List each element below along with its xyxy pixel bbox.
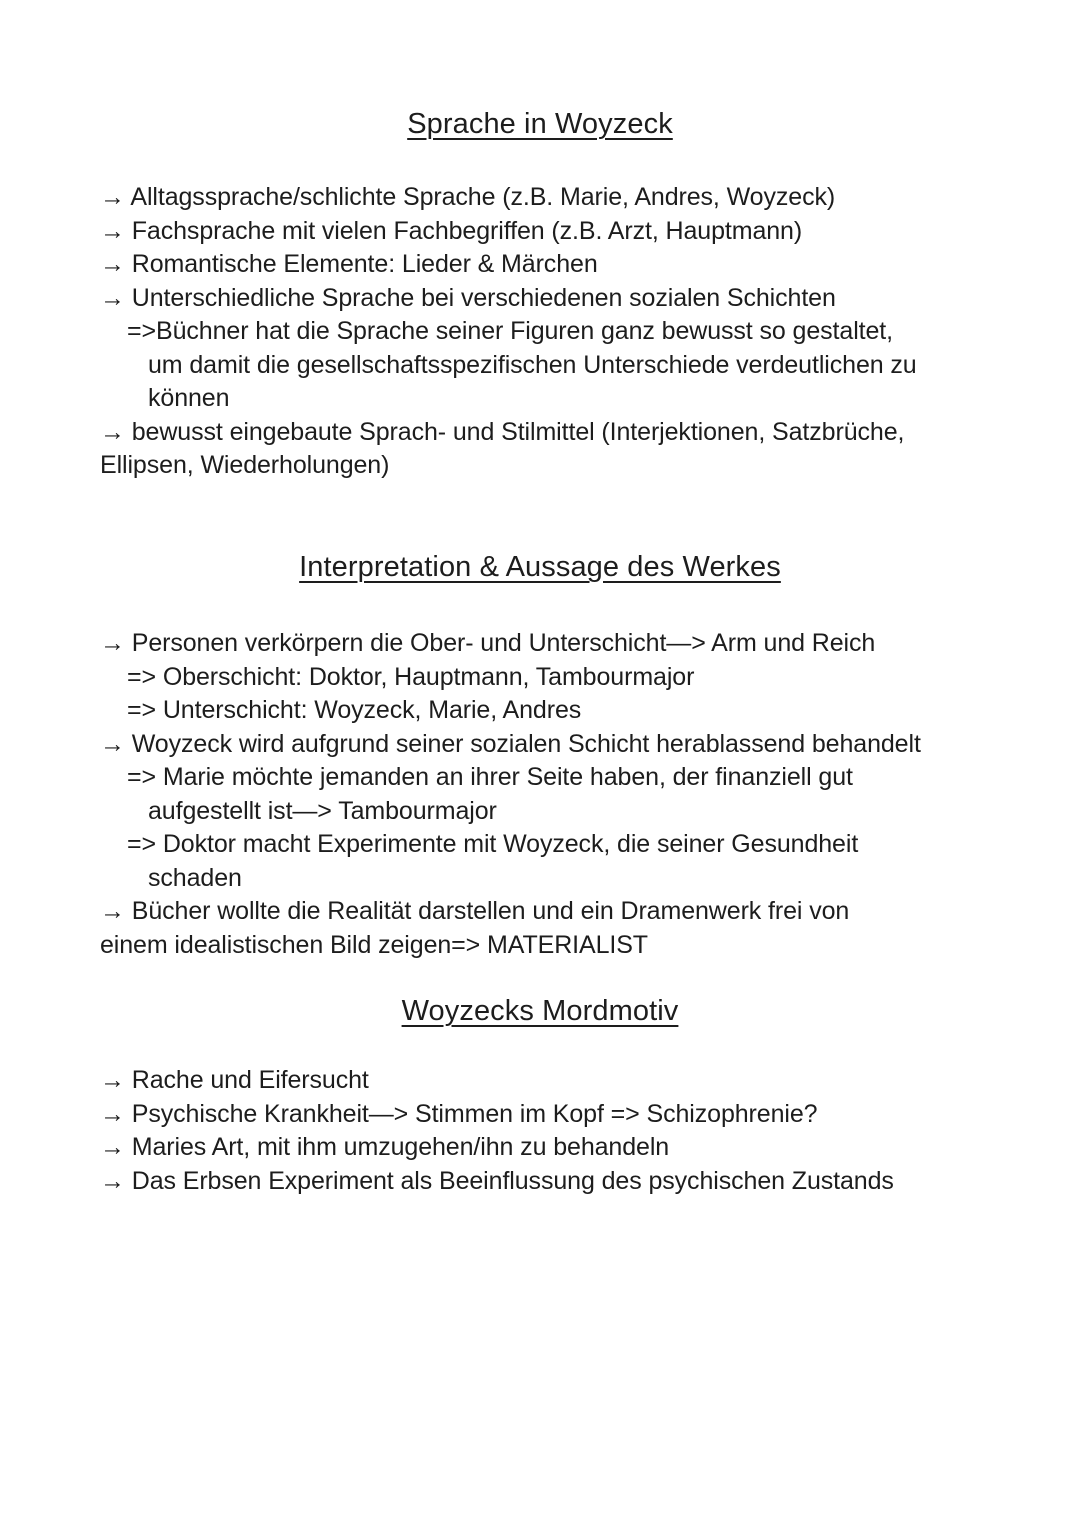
note-line: => Unterschicht: Woyzeck, Marie, Andres	[127, 696, 582, 724]
note-line: schaden	[148, 863, 242, 892]
note-line: =>Büchner hat die Sprache seiner Figuren ganz bewusst so gestaltet,	[127, 317, 893, 345]
note-line: → Romantische Elemente: Lieder & Märchen	[100, 250, 598, 278]
note-line: → Woyzeck wird aufgrund seiner sozialen Schicht herablassend behandelt	[100, 729, 921, 758]
section-heading-interpretation	[0, 547, 1080, 587]
section-list-mordmotiv	[100, 1064, 1030, 1198]
note-line: => Oberschicht: Doktor, Hauptmann, Tambourmajor	[127, 662, 695, 691]
note-line: → Rache und Eifersucht	[100, 1066, 369, 1094]
section-heading-mordmotiv	[0, 991, 1080, 1031]
note-line: => Marie möchte jemanden an ihrer Seite haben, der finanziell gut	[127, 763, 853, 791]
section-list-interpretation	[100, 627, 1030, 962]
note-line: können	[148, 384, 230, 412]
note-line: → bewusst eingebaute Sprach- und Stilmittel (Interjektionen, Satzbrüche,	[100, 417, 905, 446]
note-line: um damit die gesellschaftsspezifischen Unterschiede verdeutlichen zu	[148, 350, 917, 379]
note-line: einem idealistischen Bild zeigen=> MATERIALIST	[100, 930, 648, 959]
note-line: → Das Erbsen Experiment als Beeinflussung des psychischen Zustands	[100, 1166, 894, 1195]
note-line: → Maries Art, mit ihm umzugehen/ihn zu behandeln	[100, 1133, 670, 1161]
note-line: → Personen verkörpern die Ober- und Unterschicht—> Arm und Reich	[100, 629, 876, 657]
note-line: → Unterschiedliche Sprache bei verschiedenen sozialen Schichten	[100, 283, 836, 312]
note-line: aufgestellt ist—> Tambourmajor	[148, 796, 497, 825]
note-line: → Alltagssprache/schlichte Sprache (z.B. Marie, Andres, Woyzeck)	[100, 183, 836, 211]
section-heading-text: Sprache in Woyzeck	[407, 108, 673, 140]
section-list-sprache	[100, 181, 1030, 483]
note-line: Ellipsen, Wiederholungen)	[100, 451, 390, 479]
note-line: → Bücher wollte die Realität darstellen und ein Dramenwerk frei von	[100, 897, 850, 925]
note-line: => Doktor macht Experimente mit Woyzeck, die seiner Gesundheit	[127, 830, 859, 858]
section-heading-sprache	[0, 104, 1080, 144]
note-line: → Fachsprache mit vielen Fachbegriffen (z.B. Arzt, Hauptmann)	[100, 216, 803, 245]
section-heading-text: Woyzecks Mordmotiv	[401, 995, 679, 1027]
section-heading-text: Interpretation & Aussage des Werkes	[299, 551, 781, 583]
note-line: → Psychische Krankheit—> Stimmen im Kopf => Schizophrenie?	[100, 1099, 818, 1128]
